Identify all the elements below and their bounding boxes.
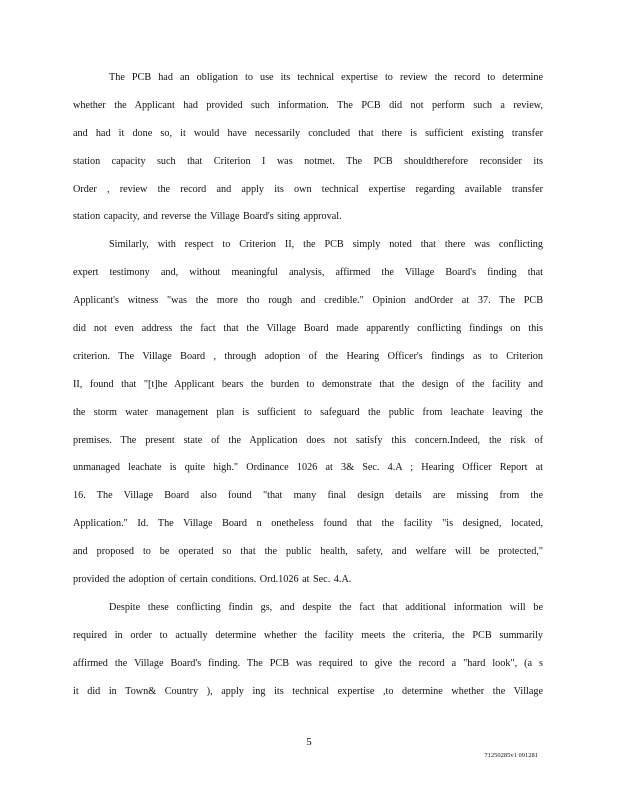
text-line: affirmed the Village Board's finding. The PCB was required to give the record a "hard look", (a s <box>73 657 543 669</box>
text-line: Despite these conflicting findin gs, and despite the fact that additional information will be <box>109 601 543 613</box>
text-line: 16. The Village Board also found "that many final design details are missing from the <box>73 490 543 502</box>
text-line: station capacity, and reverse the Village Board's siting approval. <box>73 211 342 223</box>
text-line: Application." Id. The Village Board n onetheless found that the facility "is designed, located, <box>73 518 543 530</box>
text-line: required in order to actually determine whether the facility meets the criteria, the PCB summarily <box>73 629 543 641</box>
text-line: II, found that "[t]he Applicant bears the burden to demonstrate that the design of the facility and <box>73 378 543 390</box>
text-line: and had it done so, it would have necessarily concluded that there is sufficient existing transfer <box>73 127 543 139</box>
text-line: The PCB had an obligation to use its technical expertise to review the record to determine <box>109 72 543 83</box>
text-line: it did in Town& Country ), apply ing its technical expertise ,to determine whether the Village <box>73 685 543 697</box>
text-line: unmanaged leachate is quite high." Ordinance 1026 at 3& Sec. 4.A ; Hearing Officer Report at <box>73 462 543 474</box>
text-line: station capacity such that Criterion I was notmet. The PCB shouldtherefore reconsider its <box>73 155 543 167</box>
text-line: premises. The present state of the Application does not satisfy this concern.Indeed, the risk of <box>73 434 543 446</box>
page-number: 5 <box>306 736 312 748</box>
body-text <box>73 64 543 705</box>
text-line: and proposed to be operated so that the public health, safety, and welfare will be protected," <box>73 546 543 558</box>
text-line: provided the adoption of certain conditions. Ord.1026 at Sec. 4.A. <box>73 574 352 586</box>
text-line: Applicant's witness "was the more tho rough and credible." Opinion andOrder at 37. The PCB <box>73 295 543 307</box>
text-line: whether the Applicant had provided such information. The PCB did not perform such a review, <box>73 99 543 111</box>
text-line: Order , review the record and apply its own technical expertise regarding available transfer <box>73 183 543 195</box>
text-line: expert testimony and, without meaningful analysis, affirmed the Village Board's finding that <box>73 267 543 279</box>
text-line: Similarly, with respect to Criterion II, the PCB simply noted that there was conflicting <box>109 239 543 251</box>
document-id: 71250285v1 091281 <box>484 752 538 759</box>
text-line: the storm water management plan is sufficient to safeguard the public from leachate leaving the <box>73 406 543 418</box>
text-line: did not even address the fact that the Village Board made apparently conflicting findings on this <box>73 323 543 335</box>
text-line: criterion. The Village Board , through adoption of the Hearing Officer's findings as to Criterion <box>73 350 543 362</box>
